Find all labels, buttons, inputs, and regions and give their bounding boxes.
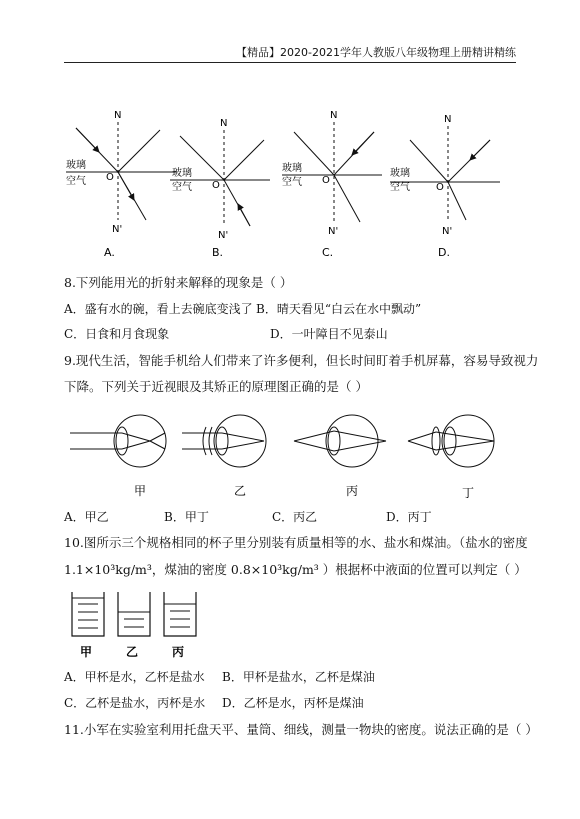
q10-option-b[interactable]: B．甲杯是盐水，乙杯是煤油 xyxy=(222,670,375,684)
eye-label-jia: 甲 xyxy=(134,484,147,498)
q9-eye-diagrams xyxy=(0,405,580,515)
origin-label: O xyxy=(322,175,330,186)
q8-option-b[interactable]: B．晴天看见“白云在水中飘动” xyxy=(256,302,422,316)
q9-stem-line2: 下降。下列关于近视眼及其矫正的原理图正确的是（ ） xyxy=(64,379,368,394)
air-label: 空气 xyxy=(172,182,192,193)
eye-label-ding: 丁 xyxy=(462,486,475,500)
glass-label: 玻璃 xyxy=(282,163,302,174)
q8-option-c[interactable]: C．日食和月食现象 xyxy=(64,327,170,341)
eye-diagram-bing xyxy=(294,415,386,498)
glass-label: 玻璃 xyxy=(172,168,192,179)
normal-label-n: N xyxy=(114,110,122,121)
origin-label: O xyxy=(436,182,444,193)
eye-label-bing: 丙 xyxy=(346,484,359,498)
q9-option-a[interactable]: A．甲乙 xyxy=(64,510,109,524)
normal-label-n: N xyxy=(330,110,338,121)
normal-label-n: N xyxy=(220,118,228,129)
normal-label-n-prime: N' xyxy=(218,230,229,241)
eye-diagram-jia xyxy=(70,415,166,498)
air-label: 空气 xyxy=(282,177,302,188)
q8-stem: 8.下列能用光的折射来解释的现象是（ ） xyxy=(64,275,293,290)
q7-diagram-b xyxy=(170,118,270,241)
glass-label: 玻璃 xyxy=(390,168,410,179)
glass-label: 玻璃 xyxy=(66,160,86,171)
q7-option-c-label: C. xyxy=(322,246,334,259)
q10-option-d[interactable]: D．乙杯是水，丙杯是煤油 xyxy=(222,696,364,710)
cup-yi xyxy=(118,592,150,659)
q7-diagrams xyxy=(0,0,580,270)
eye-label-yi: 乙 xyxy=(234,484,247,498)
normal-label-n: N xyxy=(444,114,452,125)
origin-label: O xyxy=(106,172,114,183)
q10-option-c[interactable]: C．乙杯是盐水，丙杯是水 xyxy=(64,696,206,710)
q9-option-d[interactable]: D．丙丁 xyxy=(386,510,432,524)
q9-option-c[interactable]: C．丙乙 xyxy=(272,510,318,524)
normal-label-n-prime: N' xyxy=(328,226,339,237)
normal-label-n-prime: N' xyxy=(442,226,453,237)
q7-diagram-a xyxy=(66,110,176,235)
eye-diagram-ding xyxy=(408,415,494,500)
cup-label-jia: 甲 xyxy=(80,645,93,659)
eye-diagram-yi xyxy=(182,415,266,498)
q7-option-d-label: D. xyxy=(438,246,450,259)
q10-stem-line2: 1.1×10³kg/m³，煤油的密度 0.8×10³kg/m³ ）根据杯中液面的位置可以判定（ ） xyxy=(64,562,527,577)
cup-label-bing: 丙 xyxy=(172,645,185,659)
cup-label-yi: 乙 xyxy=(126,645,139,659)
q8-option-d[interactable]: D．一叶障目不见泰山 xyxy=(270,327,388,341)
q10-cups-diagram xyxy=(64,586,264,666)
air-label: 空气 xyxy=(66,176,86,187)
q7-option-b-label: B. xyxy=(212,246,224,259)
q10-option-a[interactable]: A．甲杯是水，乙杯是盐水 xyxy=(64,670,205,684)
cup-bing xyxy=(164,592,196,659)
cup-jia xyxy=(72,592,104,659)
q7-diagram-c xyxy=(282,110,382,237)
q9-stem-line1: 9.现代生活，智能手机给人们带来了许多便利，但长时间盯着手机屏幕，容易导致视力 xyxy=(64,353,539,368)
q7-diagram-d xyxy=(390,114,500,237)
q10-stem-line1: 10.图所示三个规格相同的杯子里分别装有质量相等的水、盐水和煤油。（盐水的密度 xyxy=(64,535,528,550)
q7-option-a-label: A. xyxy=(104,246,115,259)
origin-label: O xyxy=(212,180,220,191)
air-label: 空气 xyxy=(390,182,410,193)
page-header: 【精品】2020-2021学年人教版八年级物理上册精讲精练 xyxy=(236,46,516,59)
q9-option-b[interactable]: B．甲丁 xyxy=(164,510,209,524)
q8-option-a[interactable]: A．盛有水的碗，看上去碗底变浅了 xyxy=(64,302,253,316)
q11-stem: 11.小军在实验室利用托盘天平、量筒、细线，测量一物块的密度。说法正确的是（ ） xyxy=(64,722,538,737)
normal-label-n-prime: N' xyxy=(112,224,123,235)
